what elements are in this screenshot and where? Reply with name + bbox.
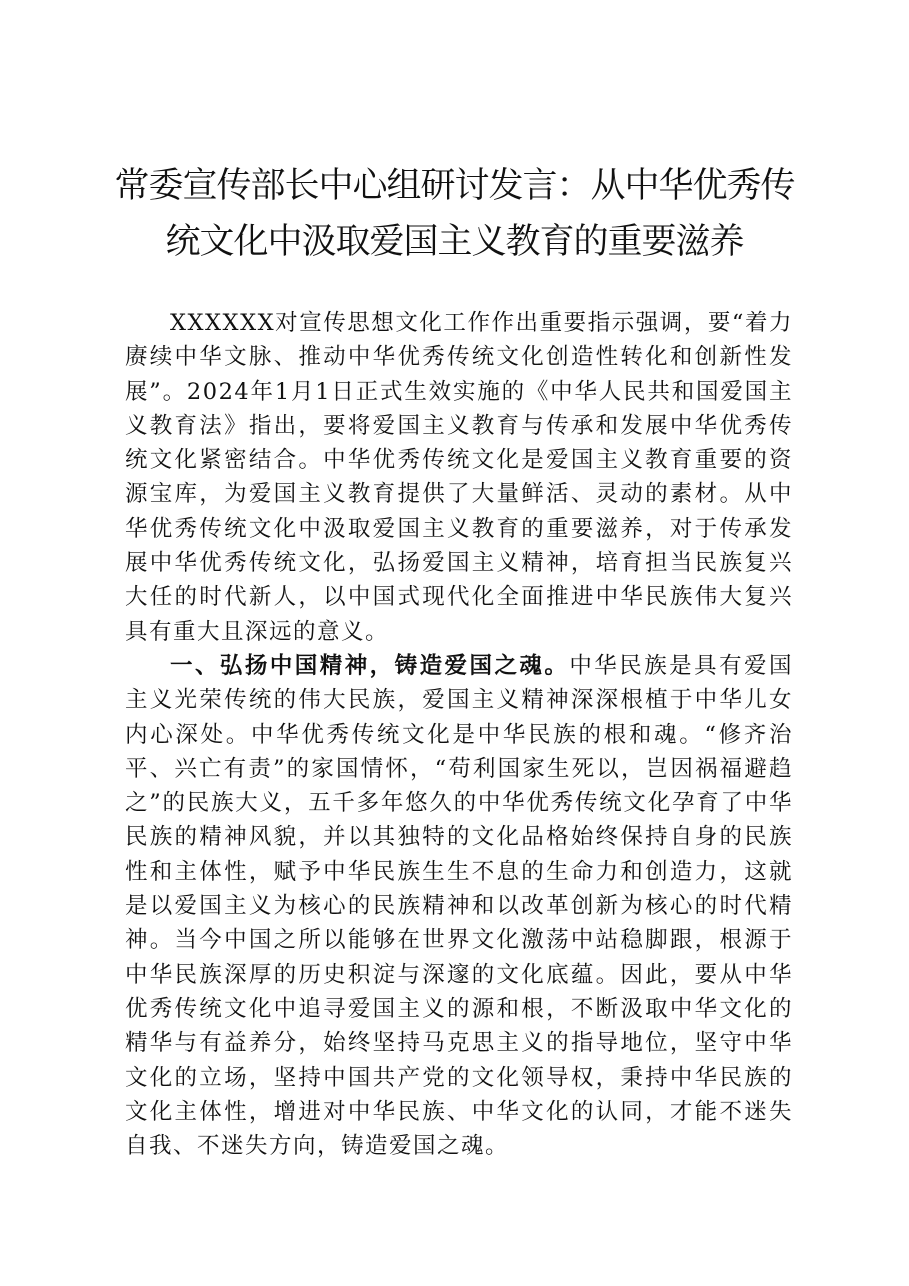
section-one-heading: 一、弘扬中国精神，铸造爱国之魂。 xyxy=(170,652,570,679)
document-body xyxy=(125,306,793,1163)
section-one-paragraph xyxy=(125,649,793,1163)
intro-paragraph xyxy=(125,306,793,649)
section-one-text: 中华民族是具有爱国主义光荣传统的伟大民族，爱国主义精神深深根植于中华儿女内心深处。中华优秀传统文化是中华民族的根和魂。“修齐治平、兴亡有责”的家国情怀，“苟利国家生死以，岂因祸福避趋之”的民族大义，五千多年悠久的中华优秀传统文化孕育了中华民族的精神风貌，并以其独特的文化品格始终保持自身的民族性和主体性，赋予中华民族生生不息的生命力和创造力，这就是以爱国主义为核心的民族精神和以改革创新为核心的时代精神。当今中国之所以能够在世界文化激荡中站稳脚跟，根源于中华民族深厚的历史积淀与深邃的文化底蕴。因此，要从中华优秀传统文化中追寻爱国主义的源和根，不断汲取中华文化的精华与有益养分，始终坚持马克思主义的指导地位，坚守中华文化的立场，坚持中国共产党的文化领导权，秉持中华民族的文化主体性，增进对中华民族、中华文化的认同，才能不迷失自我、不迷失方向，铸造爱国之魂。 xyxy=(125,652,793,1160)
title-line-2: 统文化中汲取爱国主义教育的重要滋养 xyxy=(165,222,744,262)
intro-paragraph-text: XXXXXX对宣传思想文化工作作出重要指示强调，要“着力赓续中华文脉、推动中华优秀传统文化创造性转化和创新性发展”。2024年1月1日正式生效实施的《中华人民共和国爱国主义教育法》指出，要将爱国主义教育与传承和发展中华优秀传统文化紧密结合。中华优秀传统文化是爱国主义教育重要的资源宝库，为爱国主义教育提供了大量鲜活、灵动的素材。从中华优秀传统文化中汲取爱国主义教育的重要滋养，对于传承发展中华优秀传统文化，弘扬爱国主义精神，培育担当民族复兴大任的时代新人，以中国式现代化全面推进中华民族伟大复兴具有重大且深远的意义。 xyxy=(125,310,793,645)
title-line-1: 常委宣传部长中心组研讨发言：从中华优秀传 xyxy=(114,166,795,206)
document-title xyxy=(100,158,809,270)
